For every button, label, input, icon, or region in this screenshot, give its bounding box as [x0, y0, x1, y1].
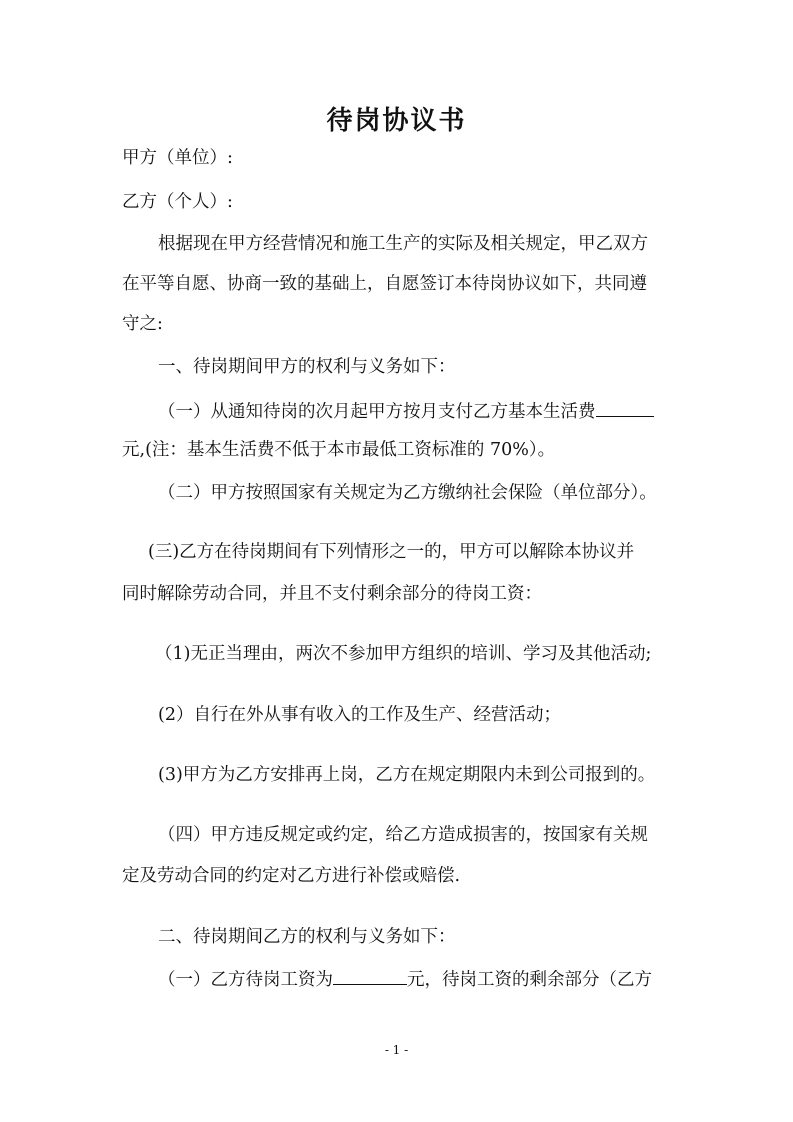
sub-item-3: (3)甲方为乙方安排再上岗，乙方在规定期限内未到公司报到的。 [158, 765, 656, 785]
sub-item-1: （1)无正当理由，两次不参加甲方组织的培训、学习及其他活动; [155, 644, 652, 664]
page-number: - 1 - [384, 1043, 409, 1057]
sub-item-2: (2）自行在外从事有收入的工作及生产、经营活动； [158, 705, 561, 725]
section1-item1-text: （一）从通知待岗的次月起甲方按月支付乙方基本生活费 [158, 402, 596, 422]
section2-item1-text-b: 元，待岗工资的剩余部分（乙方 [407, 970, 652, 990]
section2-item1-text-a: （一）乙方待岗工资为 [158, 970, 333, 990]
section2-item1 [158, 966, 652, 992]
intro-line-3: 守之: [122, 314, 163, 334]
standby-wage-blank [333, 966, 407, 985]
party-b-label: 乙方（个人）: [122, 192, 233, 212]
section1-item3-line2: 同时解除劳动合同，并且不支付剩余部分的待岗工资： [122, 584, 542, 604]
section1-item4-line1: （四）甲方违反规定或约定，给乙方造成损害的，按国家有关规 [158, 825, 648, 845]
section1-item4-line2: 定及劳动合同的约定对乙方进行补偿或赔偿. [122, 866, 461, 886]
section1-heading: 一、待岗期间甲方的权利与义务如下： [158, 357, 456, 377]
party-a-label: 甲方（单位）: [122, 148, 233, 168]
intro-line-1: 根据现在甲方经营情况和施工生产的实际及相关规定，甲乙双方 [158, 234, 648, 254]
document-title: 待岗协议书 [326, 106, 467, 136]
living-allowance-blank [596, 398, 654, 417]
section2-heading: 二、待岗期间乙方的权利与义务如下： [158, 927, 456, 947]
section1-item3-line1: (三)乙方在待岗期间有下列情形之一的，甲方可以解除本协议并 [148, 542, 635, 562]
intro-line-2: 在平等自愿、协商一致的基础上，自愿签订本待岗协议如下，共同遵 [122, 274, 647, 294]
section1-item1-line2: 元,(注：基本生活费不低于本市最低工资标准的 70%）。 [122, 440, 556, 460]
section1-item2: （二）甲方按照国家有关规定为乙方缴纳社会保险（单位部分）。 [158, 483, 657, 503]
section1-item1-line1 [158, 398, 654, 424]
